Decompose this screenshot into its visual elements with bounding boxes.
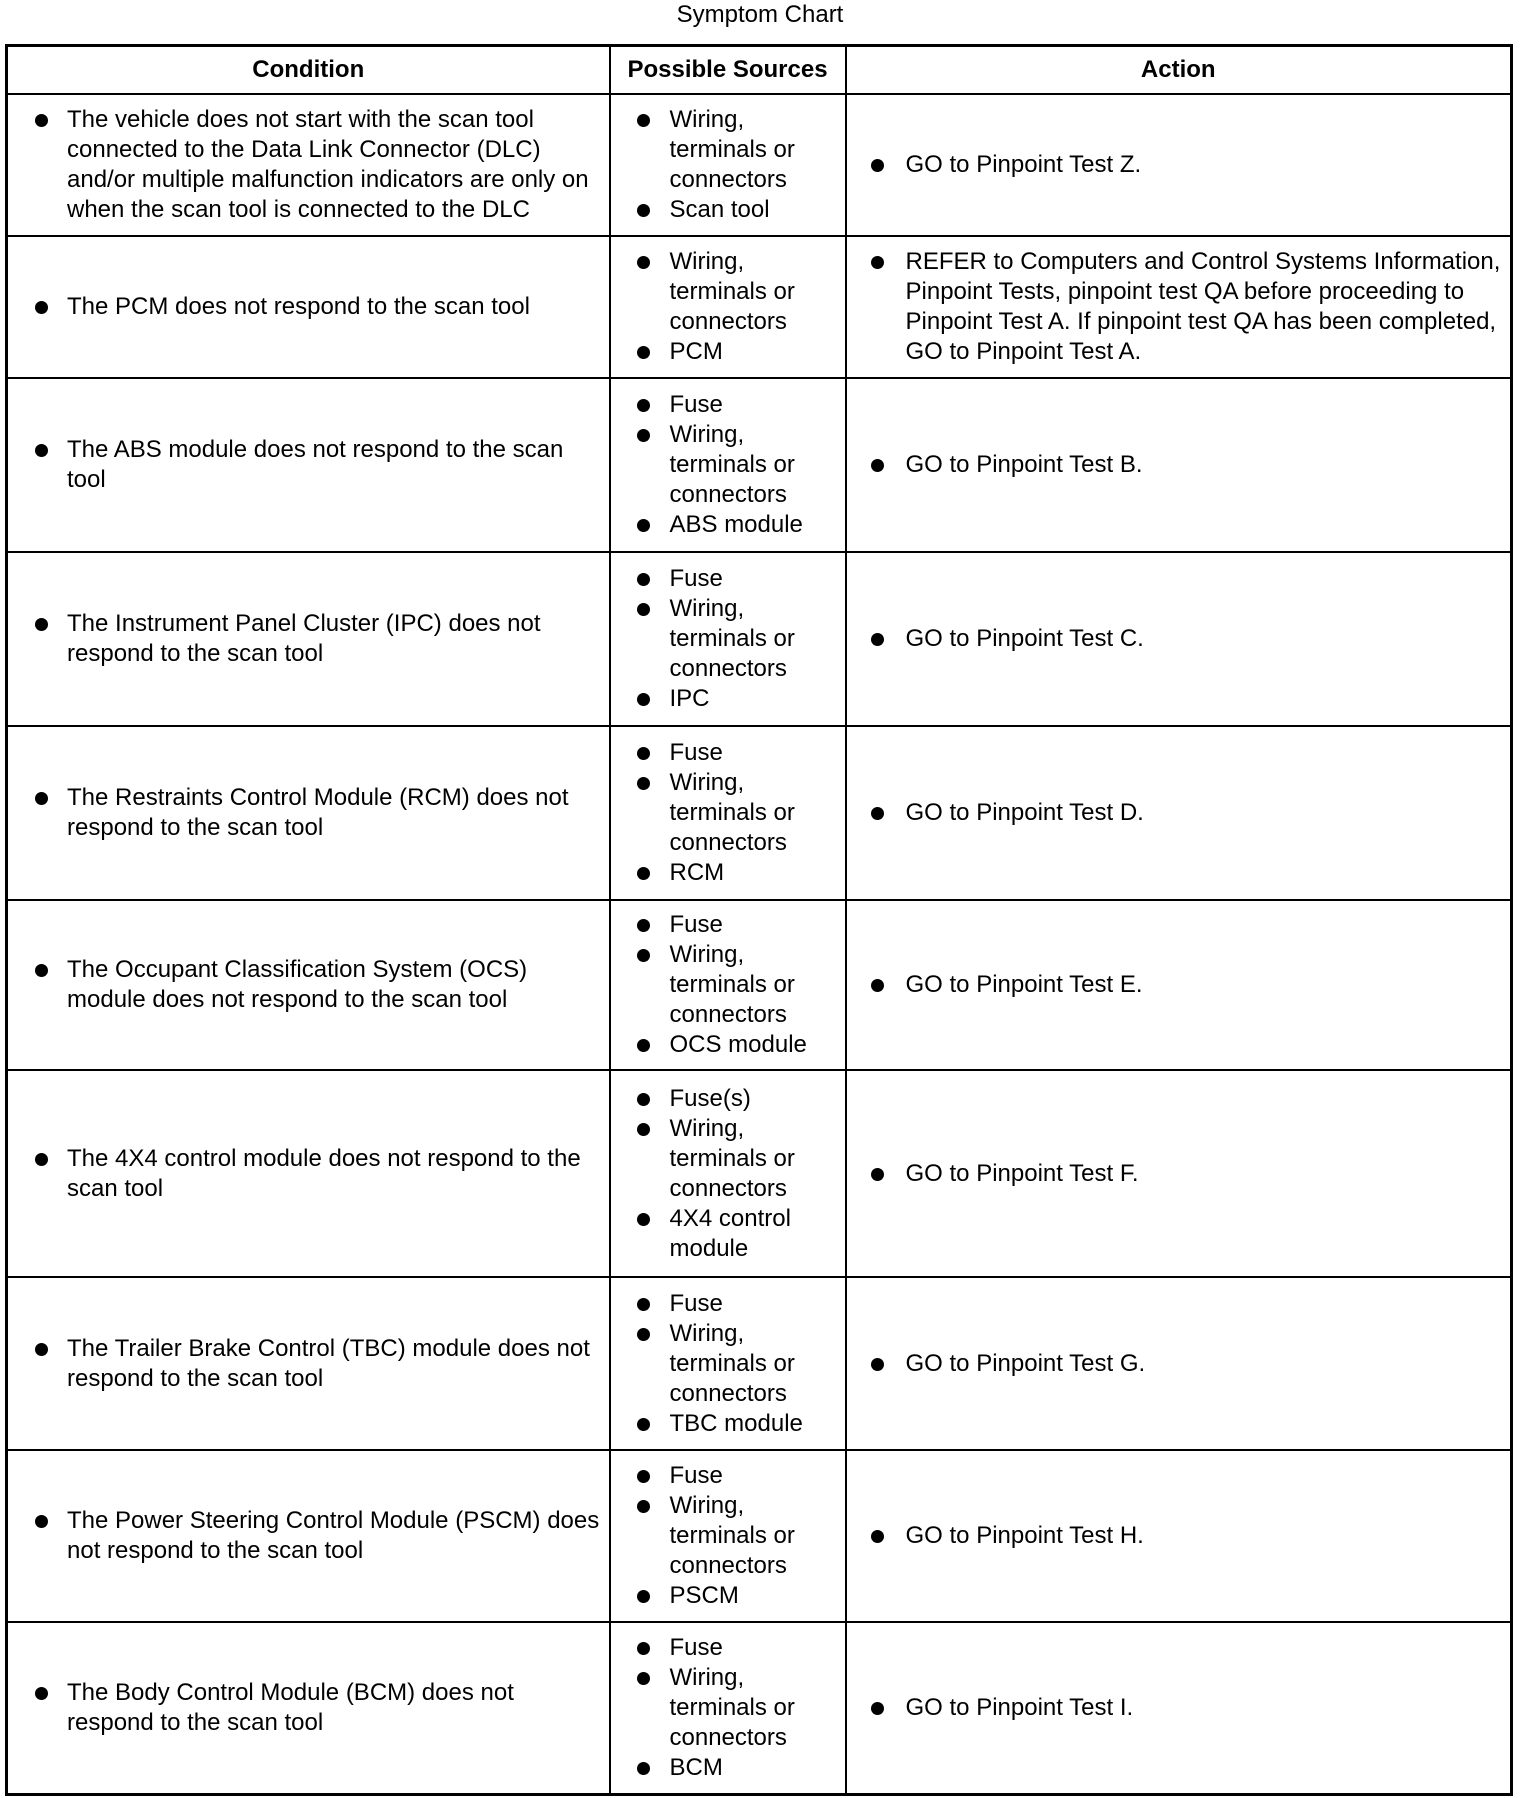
source-item bbox=[611, 1319, 845, 1409]
source-item bbox=[611, 910, 845, 940]
bullet-icon bbox=[637, 346, 650, 359]
condition-cell bbox=[7, 378, 610, 552]
possible-sources-cell bbox=[610, 552, 846, 726]
condition-text: The Occupant Classification System (OCS) module does not respond to the scan tool bbox=[67, 956, 528, 1013]
bullet-icon bbox=[637, 1123, 650, 1136]
action-cell bbox=[846, 1622, 1512, 1794]
source-item bbox=[611, 594, 845, 684]
condition-text: The Body Control Module (BCM) does not respond to the scan tool bbox=[67, 1678, 514, 1736]
source-text: Wiring, terminals or connectors bbox=[669, 106, 795, 193]
bullet-icon bbox=[871, 633, 884, 646]
source-item bbox=[611, 1581, 845, 1611]
possible-sources-cell bbox=[610, 1622, 846, 1794]
condition-text: The Instrument Panel Cluster (IPC) does not respond to the scan tool bbox=[67, 610, 541, 667]
source-text: Wiring, terminals or connectors bbox=[669, 1663, 795, 1751]
bullet-icon bbox=[637, 204, 650, 217]
bullet-icon bbox=[35, 618, 48, 631]
action-cell bbox=[846, 1070, 1512, 1277]
source-text: RCM bbox=[669, 859, 725, 886]
source-item bbox=[611, 768, 845, 858]
header-condition: Condition bbox=[7, 46, 610, 95]
condition-item bbox=[8, 955, 609, 1015]
action-cell bbox=[846, 236, 1512, 378]
action-item bbox=[847, 150, 1511, 180]
condition-text: The PCM does not respond to the scan tool bbox=[67, 293, 530, 320]
condition-cell bbox=[7, 900, 610, 1070]
source-text: Wiring, terminals or connectors bbox=[669, 1114, 795, 1202]
source-item bbox=[611, 1289, 845, 1319]
condition-text: The ABS module does not respond to the scan tool bbox=[67, 436, 564, 493]
source-text: PCM bbox=[669, 338, 723, 365]
source-item bbox=[611, 195, 845, 225]
condition-cell bbox=[7, 236, 610, 378]
source-item bbox=[611, 390, 845, 420]
action-text: GO to Pinpoint Test D. bbox=[905, 799, 1144, 826]
table-row bbox=[7, 1450, 1512, 1622]
action-item bbox=[847, 1159, 1511, 1189]
source-text: Wiring, terminals or connectors bbox=[669, 1319, 795, 1407]
condition-cell bbox=[7, 1450, 610, 1622]
possible-sources-cell bbox=[610, 94, 846, 236]
bullet-icon bbox=[871, 459, 884, 472]
source-text: Fuse bbox=[669, 1289, 723, 1317]
condition-text: The Trailer Brake Control (TBC) module does not respond to the scan tool bbox=[67, 1334, 590, 1392]
chart-title: Symptom Chart bbox=[676, 1, 844, 28]
possible-sources-cell bbox=[610, 1277, 846, 1450]
source-item bbox=[611, 510, 845, 540]
condition-item bbox=[8, 292, 609, 322]
source-text: 4X4 control module bbox=[669, 1204, 791, 1262]
source-item bbox=[611, 420, 845, 510]
bullet-icon bbox=[35, 792, 48, 805]
bullet-icon bbox=[637, 573, 650, 586]
possible-sources-cell bbox=[610, 1070, 846, 1277]
source-item bbox=[611, 1030, 845, 1060]
condition-item bbox=[8, 435, 609, 495]
bullet-icon bbox=[637, 399, 650, 412]
action-item bbox=[847, 1349, 1511, 1379]
header-row bbox=[7, 46, 1512, 95]
table-row bbox=[7, 94, 1512, 236]
possible-sources-cell bbox=[610, 378, 846, 552]
source-item bbox=[611, 1633, 845, 1663]
action-text: GO to Pinpoint Test B. bbox=[905, 451, 1143, 478]
source-text: Wiring, terminals or connectors bbox=[669, 1492, 795, 1579]
bullet-icon bbox=[35, 1687, 48, 1700]
action-item bbox=[847, 970, 1511, 1000]
action-text: GO to Pinpoint Test I. bbox=[905, 1693, 1134, 1721]
bullet-icon bbox=[637, 1672, 650, 1685]
condition-item bbox=[8, 1144, 609, 1204]
source-text: TBC module bbox=[669, 1409, 803, 1437]
symptom-chart-table bbox=[5, 44, 1513, 1796]
source-text: Fuse bbox=[669, 1633, 723, 1661]
table-row bbox=[7, 236, 1512, 378]
source-text: Wiring, terminals or connectors bbox=[669, 941, 795, 1028]
source-text: Fuse bbox=[669, 1462, 723, 1489]
source-text: IPC bbox=[669, 685, 710, 712]
action-text: GO to Pinpoint Test Z. bbox=[905, 151, 1142, 178]
bullet-icon bbox=[637, 429, 650, 442]
bullet-icon bbox=[637, 1093, 650, 1106]
bullet-icon bbox=[637, 256, 650, 269]
bullet-icon bbox=[35, 1343, 48, 1356]
table-row bbox=[7, 552, 1512, 726]
action-text: GO to Pinpoint Test C. bbox=[905, 625, 1144, 652]
source-text: ABS module bbox=[669, 511, 803, 538]
condition-item bbox=[8, 105, 609, 225]
possible-sources-cell bbox=[610, 1450, 846, 1622]
source-text: Fuse bbox=[669, 739, 723, 766]
possible-sources-cell bbox=[610, 726, 846, 900]
bullet-icon bbox=[871, 159, 884, 172]
bullet-icon bbox=[871, 979, 884, 992]
source-text: Wiring, terminals or connectors bbox=[669, 421, 795, 508]
bullet-icon bbox=[637, 1213, 650, 1226]
action-cell bbox=[846, 94, 1512, 236]
source-item bbox=[611, 1663, 845, 1753]
source-item bbox=[611, 1114, 845, 1204]
bullet-icon bbox=[35, 444, 48, 457]
bullet-icon bbox=[637, 1500, 650, 1513]
condition-item bbox=[8, 1334, 609, 1394]
bullet-icon bbox=[35, 114, 48, 127]
bullet-icon bbox=[871, 1358, 884, 1371]
source-item bbox=[611, 1491, 845, 1581]
bullet-icon bbox=[35, 301, 48, 314]
source-item bbox=[611, 247, 845, 337]
condition-text: The 4X4 control module does not respond to the scan tool bbox=[67, 1144, 581, 1202]
bullet-icon bbox=[871, 1530, 884, 1543]
action-text: REFER to Computers and Control Systems Information, Pinpoint Tests, pinpoint test QA before proceeding to Pinpoint Test A. If pinpoint test QA has been completed, GO to Pinpoint Test A. bbox=[905, 248, 1501, 365]
action-item bbox=[847, 1693, 1511, 1723]
action-item bbox=[847, 1521, 1511, 1551]
bullet-icon bbox=[637, 1590, 650, 1603]
possible-sources-cell bbox=[610, 236, 846, 378]
bullet-icon bbox=[35, 1515, 48, 1528]
bullet-icon bbox=[871, 1168, 884, 1181]
source-text: Wiring, terminals or connectors bbox=[669, 595, 795, 682]
source-text: Scan tool bbox=[669, 196, 770, 223]
condition-item bbox=[8, 1506, 609, 1566]
action-cell bbox=[846, 378, 1512, 552]
bullet-icon bbox=[637, 747, 650, 760]
source-item bbox=[611, 1409, 845, 1439]
condition-item bbox=[8, 609, 609, 669]
source-item bbox=[611, 940, 845, 1030]
action-text: GO to Pinpoint Test E. bbox=[905, 971, 1143, 998]
bullet-icon bbox=[637, 603, 650, 616]
bullet-icon bbox=[637, 1328, 650, 1341]
condition-cell bbox=[7, 1070, 610, 1277]
source-item bbox=[611, 1084, 845, 1114]
source-text: Fuse(s) bbox=[669, 1084, 751, 1112]
table-row bbox=[7, 900, 1512, 1070]
bullet-icon bbox=[637, 114, 650, 127]
action-cell bbox=[846, 1450, 1512, 1622]
action-text: GO to Pinpoint Test G. bbox=[905, 1349, 1146, 1377]
source-item bbox=[611, 105, 845, 195]
source-text: Fuse bbox=[669, 565, 723, 592]
bullet-icon bbox=[637, 1642, 650, 1655]
action-item bbox=[847, 798, 1511, 828]
bullet-icon bbox=[35, 1153, 48, 1166]
table-row bbox=[7, 726, 1512, 900]
bullet-icon bbox=[871, 807, 884, 820]
condition-text: The vehicle does not start with the scan tool connected to the Data Link Connector (DLC) and/or multiple malfunction indicators are only on when the scan tool is connected to the DLC bbox=[67, 106, 589, 223]
source-text: Wiring, terminals or connectors bbox=[669, 769, 795, 856]
bullet-icon bbox=[637, 1762, 650, 1775]
action-item bbox=[847, 247, 1511, 367]
source-item bbox=[611, 1753, 845, 1783]
bullet-icon bbox=[637, 919, 650, 932]
bullet-icon bbox=[637, 1039, 650, 1052]
source-text: OCS module bbox=[669, 1031, 807, 1058]
condition-item bbox=[8, 783, 609, 843]
bullet-icon bbox=[637, 777, 650, 790]
action-cell bbox=[846, 552, 1512, 726]
table-row bbox=[7, 378, 1512, 552]
action-item bbox=[847, 624, 1511, 654]
table-row bbox=[7, 1277, 1512, 1450]
source-text: Wiring, terminals or connectors bbox=[669, 248, 795, 335]
table-row bbox=[7, 1070, 1512, 1277]
source-text: PSCM bbox=[669, 1582, 739, 1609]
bullet-icon bbox=[637, 867, 650, 880]
action-cell bbox=[846, 900, 1512, 1070]
bullet-icon bbox=[637, 693, 650, 706]
source-text: Fuse bbox=[669, 911, 723, 938]
bullet-icon bbox=[637, 1470, 650, 1483]
possible-sources-cell bbox=[610, 900, 846, 1070]
source-item bbox=[611, 858, 845, 888]
condition-cell bbox=[7, 552, 610, 726]
source-item bbox=[611, 1461, 845, 1491]
bullet-icon bbox=[637, 1418, 650, 1431]
bullet-icon bbox=[637, 1298, 650, 1311]
source-item bbox=[611, 684, 845, 714]
source-text: Fuse bbox=[669, 391, 723, 418]
condition-cell bbox=[7, 1622, 610, 1794]
bullet-icon bbox=[637, 519, 650, 532]
action-cell bbox=[846, 1277, 1512, 1450]
condition-text: The Restraints Control Module (RCM) does not respond to the scan tool bbox=[67, 784, 569, 841]
condition-cell bbox=[7, 726, 610, 900]
bullet-icon bbox=[871, 1702, 884, 1715]
action-item bbox=[847, 450, 1511, 480]
source-item bbox=[611, 1204, 845, 1264]
condition-cell bbox=[7, 1277, 610, 1450]
action-text: GO to Pinpoint Test F. bbox=[905, 1159, 1139, 1187]
header-possible-sources: Possible Sources bbox=[610, 46, 846, 95]
action-cell bbox=[846, 726, 1512, 900]
source-text: BCM bbox=[669, 1753, 723, 1781]
condition-item bbox=[8, 1678, 609, 1738]
bullet-icon bbox=[35, 964, 48, 977]
header-action: Action bbox=[846, 46, 1512, 95]
bullet-icon bbox=[637, 949, 650, 962]
source-item bbox=[611, 564, 845, 594]
condition-text: The Power Steering Control Module (PSCM) does not respond to the scan tool bbox=[67, 1507, 600, 1564]
source-item bbox=[611, 337, 845, 367]
condition-cell bbox=[7, 94, 610, 236]
table-row bbox=[7, 1622, 1512, 1794]
bullet-icon bbox=[871, 256, 884, 269]
action-text: GO to Pinpoint Test H. bbox=[905, 1522, 1144, 1549]
source-item bbox=[611, 738, 845, 768]
